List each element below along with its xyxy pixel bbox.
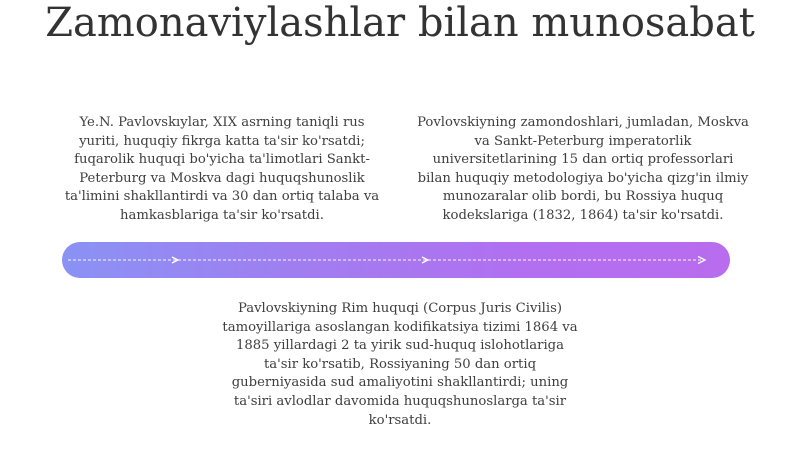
timeline-arrows	[62, 242, 730, 278]
text-block-left: Ye.N. Pavlovskıylar, XIX asrning taniqli rus yuriti, huquqiy fikrga katta ta'sir ko'rsatdi; fuqarolik huquqi bo'yicha ta'limotlari Sankt-Peterburg va Moskva dagi huquqshunoslik ta'limini shakllantirdi va 30 dan ortiq talaba va hamkasblariga ta'sir ko'rsatdi.	[64, 115, 380, 223]
text-block-bottom: Pavlovskiyning Rim huquqi (Corpus Juris Civilis) tamoyillariga asoslangan kodifikatsiya tizimi 1864 va 1885 yillardagi 2 ta yirik sud-huquq islohotlariga ta'sir ko'rsatib, Rossiyaning 50 dan ortiq guberniyasida sud amaliyotini shakllantirdi; uning ta'siri avlodlar davomida huquqshunoslarga ta'sir ko'rsatdi.	[222, 301, 578, 428]
timeline-bar	[62, 242, 730, 278]
page-title: Zamonaviylashlar bilan munosabat	[45, 0, 755, 46]
text-block-right: Povlovskiyning zamondoshlari, jumladan, Moskva va Sankt-Peterburg imperatorlik universitetlarining 15 dan ortiq professorlari bilan huquqiy metodologiya bo'yicha qizg'in ilmiy munozaralar olib bordi, bu Rossiya huquq kodekslariga (1832, 1864) ta'sir ko'rsatdi.	[417, 115, 749, 223]
